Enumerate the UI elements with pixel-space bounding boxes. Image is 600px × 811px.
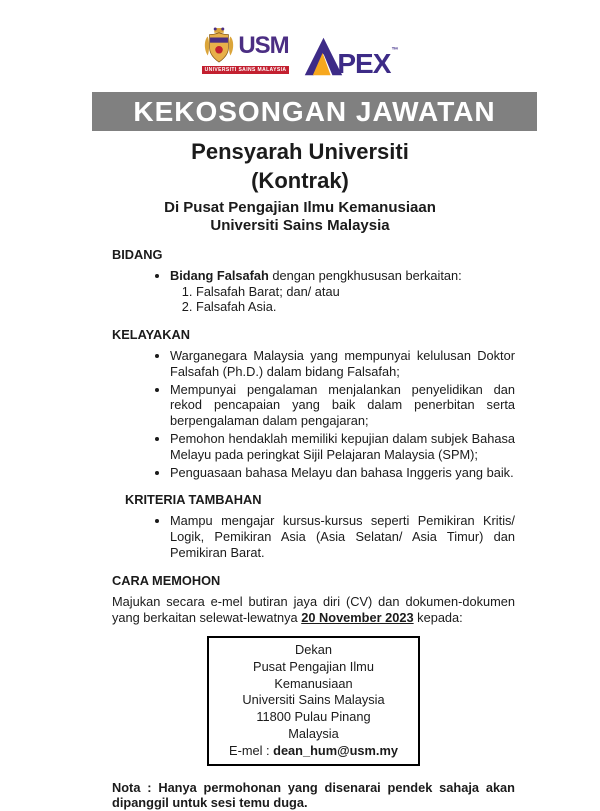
apex-logo [303,35,398,78]
bidang-list [112,268,515,315]
application-instructions [112,594,515,626]
header-logos [0,0,600,78]
list-item: • Penguasaan bahasa Melayu dan bahasa Inggeris yang baik. [170,465,515,481]
contract-type: (Kontrak) [251,168,349,193]
banner-title: KEKOSONGAN JAWATAN [133,96,496,127]
list-item: 1. Falsafah Barat; dan/ atau [196,284,515,300]
address-box [207,636,420,766]
usm-band-text: UNIVERSITI SAINS MALAYSIA [202,66,290,74]
section-heading-bidang: BIDANG [112,247,163,262]
usm-wordmark: USM [238,32,289,59]
address-line: Dekan [295,641,332,657]
deadline-date: 20 November 2023 [301,610,414,626]
instruction-text-before: Majukan secara e-mel butiran jaya diri (CV) dan dokumen-dokumen yang berkaitan selewat-lewatnya [112,594,515,626]
section-heading-cara: CARA MEMOHON [112,572,221,588]
section-heading-kelayakan: KELAYAKAN [112,327,190,343]
list-item: • Mempunyai pengalaman menjalankan penyelidikan dan rekod pencapaian yang baik dalam penerbitan serta berpengalaman dalam pengajaran; [170,382,515,429]
usm-logo [202,27,290,74]
list-item [170,268,515,315]
list-item: • Warganegara Malaysia yang mempunyai kelulusan Doktor Falsafah (Ph.D.) dalam bidang Falsafah; [170,348,515,380]
document-body [112,247,515,811]
bidang-bullet-lead: Bidang Falsafah [170,267,269,283]
section-heading-kriteria: KRITERIA TAMBAHAN [125,492,262,508]
list-item: • Pemohon hendaklah memiliki kepujian dalam subjek Bahasa Melayu pada peringkat Sijil Pelajaran Malaysia (SPM); [170,431,515,463]
email-label: E-mel : [229,742,274,758]
email-line [217,743,410,760]
list-item: • Mampu mengajar kursus-kursus seperti Pemikiran Kritis/ Logik, Pemikiran Asia (Asia Selatan/ Asia Timur) dan Pemikiran Barat. [170,513,515,560]
vacancy-banner [92,92,537,131]
bidang-numbered-list [170,284,515,316]
department-line: Di Pusat Pengajian Ilmu Kemanusiaan [164,199,436,216]
usm-logo-top [202,27,288,65]
bidang-bullet-rest: dengan pengkhususan berkaitan: [268,267,462,283]
email-address: dean_hum@usm.my [273,742,398,758]
apex-trademark-symbol: ™ [391,47,399,54]
university-line: Universiti Sains Malaysia [210,217,390,234]
position-title: Pensyarah Universiti [191,139,409,164]
kriteria-list [112,513,515,560]
address-line: Malaysia [288,725,339,741]
address-line: Universiti Sains Malaysia [242,692,385,708]
address-line: Pusat Pengajian Ilmu Kemanusiaan [253,658,374,691]
kelayakan-list [112,348,515,480]
list-item: 2. Falsafah Asia. [196,299,515,315]
footer-note: Nota : Hanya permohonan yang disenarai pendek sahaja akan dipanggil untuk sesi temu duga. [112,779,515,811]
apex-wordmark: PEX [337,48,391,80]
address-line: 11800 Pulau Pinang [256,709,371,725]
instruction-text-after: kepada: [413,610,463,626]
usm-crest-icon [202,27,236,65]
